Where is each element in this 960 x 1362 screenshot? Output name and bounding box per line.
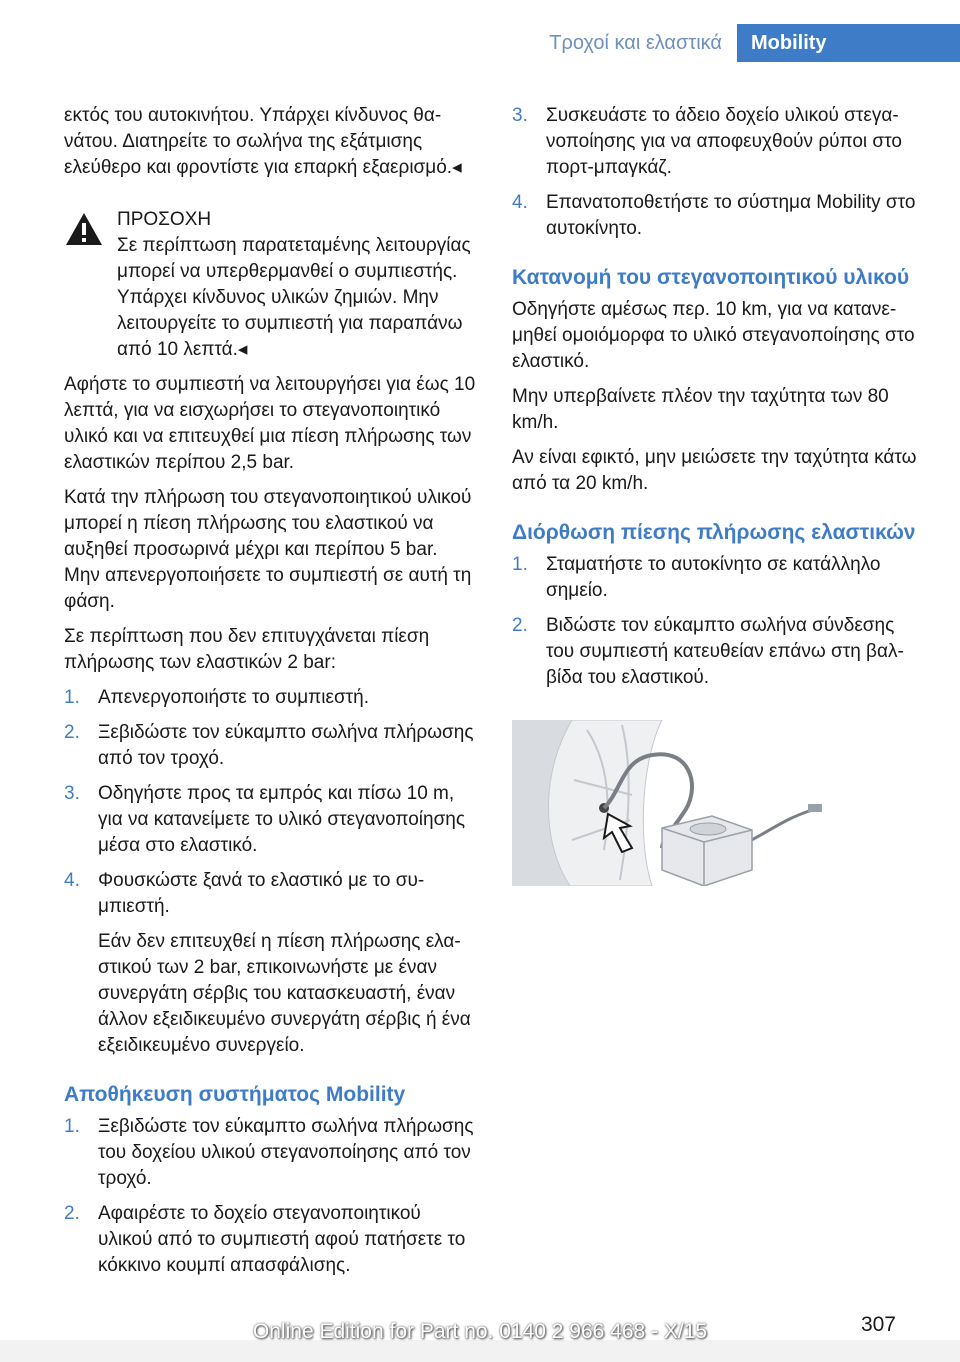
max-speed-paragraph: Μην υπερβαίνετε πλέον την ταχύτητα των 80 km/h. — [512, 386, 889, 433]
right-column — [512, 103, 924, 894]
step-text: Συσκευάστε το άδειο δοχείο υλικού στεγανοποίησης για να αποφευχθούν ρύποι στο πορτ-μπαγκάζ. — [546, 105, 902, 178]
list-item — [512, 103, 924, 181]
step-number: 2. — [64, 1203, 80, 1224]
storage-heading: Αποθήκευση συστήματος Mobility — [64, 1083, 406, 1106]
step-number: 2. — [512, 615, 528, 636]
compressor-connected-to-wheel-illustration — [512, 720, 924, 886]
list-item — [64, 685, 476, 711]
list-item — [64, 1201, 476, 1279]
step-number: 4. — [64, 870, 80, 891]
caution-title: ΠΡΟΣΟΧΗ — [117, 209, 212, 230]
pressure-steps-list — [64, 685, 476, 1059]
list-item — [64, 868, 476, 1059]
step-text: Απενεργοποιήστε το συμπιεστή. — [98, 687, 370, 708]
compressor-run-paragraph: Αφήστε το συμπιεστή να λειτουργήσει για έως 10 λεπτά, για να εισχωρήσει το στεγανοποιητικό υλικό και να επιτευχθεί μια πίεση πλήρωσης των ελαστικών περίπου 2,5 bar. — [64, 374, 476, 473]
step-number: 2. — [64, 722, 80, 743]
list-item — [64, 1114, 476, 1192]
page-header — [0, 0, 960, 62]
edition-footer-text: Online Edition for Part no. 0140 2 966 468 - X/15 — [252, 1320, 708, 1343]
page-number: 307 — [860, 1313, 896, 1336]
caution-notice — [64, 207, 476, 363]
step-text: Φουσκώστε ξανά το ελαστικό με το συμπιεστή. — [98, 870, 425, 917]
list-item — [512, 190, 924, 242]
header-chapter-tab: Mobility — [737, 24, 960, 62]
pressure-increase-paragraph: Κατά την πλήρωση του στεγανοποιητικού υλικού μπορεί η πίεση πλήρωσης του ελαστικού να αυξηθεί προσωρινά μέχρι και περίπου 5 bar. Μην απενεργοποιήσετε το συμπιεστή σε αυτή τη φάση. — [64, 487, 472, 612]
step-text: Επανατοποθετήστε το σύστημα Mobility στο αυτοκίνητο. — [546, 192, 916, 239]
pressure-not-reached-paragraph: Σε περίπτωση που δεν επιτυγχάνεται πίεση πλήρωσης των ελαστικών 2 bar: — [64, 626, 430, 673]
warning-triangle-icon — [64, 211, 104, 247]
step-number: 1. — [512, 554, 528, 575]
storage-steps-continued-list — [512, 103, 924, 242]
step-text: Ξεβιδώστε τον εύκαμπτο σωλήνα πλήρωσης από τον τροχό. — [98, 722, 474, 769]
distribution-heading: Κατανομή του στεγανοποιητικού υλικού — [512, 266, 910, 289]
caution-text: Σε περίπτωση παρατεταμένης λειτουργίας μπορεί να υπερθερμανθεί ο συμπιεστής. Υπάρχει κίνδυνος υλικών ζημιών. Μην λειτουργείτε το συμπιεστή για παραπάνω από 10 λεπτά.◂ — [117, 235, 471, 360]
step-number: 3. — [512, 105, 528, 126]
step-text: Οδηγήστε προς τα εμπρός και πίσω 10 m, για να κατανείμετε το υλικό στεγανοποίησης μέσα στο ελαστικό. — [98, 783, 466, 856]
storage-steps-list — [64, 1114, 476, 1279]
left-column — [64, 103, 476, 1288]
step-number: 3. — [64, 783, 80, 804]
pressure-correction-heading: Διόρθωση πίεσης πλήρωσης ελαστικών — [512, 521, 916, 544]
step-number: 1. — [64, 1116, 80, 1137]
list-item — [512, 613, 924, 691]
list-item — [64, 781, 476, 859]
step-text: Βιδώστε τον εύκαμπτο σωλήνα σύνδεσης του συμπιεστή κατευθείαν επάνω στη βαλβίδα του ελαστικού. — [546, 615, 904, 688]
list-item — [512, 552, 924, 604]
step-subtext: Εάν δεν επιτευχθεί η πίεση πλήρωσης ελαστικού των 2 bar, επικοινωνήστε με έναν συνεργάτη σέρβις του κατασκευαστή, έναν άλλον εξειδικευμένο συνεργάτη σέρβις ή ένα εξειδικευμένο συνεργείο. — [98, 931, 471, 1056]
step-text: Σταματήστε το αυτοκίνητο σε κατάλληλο σημείο. — [546, 554, 881, 601]
step-number: 1. — [64, 687, 80, 708]
pressure-correction-steps-list — [512, 552, 924, 691]
step-text: Αφαιρέστε το δοχείο στεγανοποιητικού υλικού από το συμπιεστή αφού πατήσετε το κόκκινο κουμπί απασφάλισης. — [98, 1203, 466, 1276]
intro-paragraph: εκτός του αυτοκινήτου. Υπάρχει κίνδυνος θανάτου. Διατηρείτε το σωλήνα της εξάτμισης ελεύθερο και φροντίστε για επαρκή εξαερισμό.◂ — [64, 105, 462, 178]
step-text: Ξεβιδώστε τον εύκαμπτο σωλήνα πλήρωσης του δοχείου υλικού στεγανοποίησης από τον τροχό. — [98, 1116, 474, 1189]
list-item — [64, 720, 476, 772]
drive-paragraph: Οδηγήστε αμέσως περ. 10 km, για να κατανεμηθεί ομοιόμορφα το υλικό στεγανοποίησης στο ελαστικό. — [512, 299, 915, 372]
min-speed-paragraph: Αν είναι εφικτό, μην μειώσετε την ταχύτητα κάτω από τα 20 km/h. — [512, 447, 917, 494]
header-section-title: Τροχοί και ελαστικά — [549, 32, 722, 54]
step-number: 4. — [512, 192, 528, 213]
